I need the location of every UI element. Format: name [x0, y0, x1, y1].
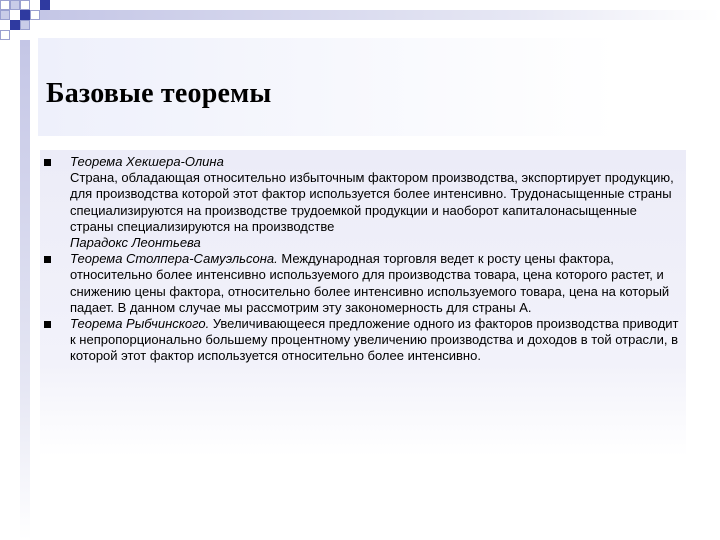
decor-square	[0, 10, 10, 20]
decor-square	[20, 20, 30, 30]
bullet-square-icon	[44, 159, 51, 166]
slide-title: Базовые теоремы	[46, 78, 272, 109]
bullet-square-icon	[44, 321, 51, 328]
decor-square	[0, 0, 10, 10]
bullet-square-icon	[44, 256, 51, 263]
item-body: Международная торговля ведет к росту цены фактора, относительно более интенсивно используемого для производства товара, цена которого растет, и снижению цены фактора, относительно более интенсивно используемого товара, цена на который падает. В данном случае мы рассмотрим эту закономерность для страны А.	[70, 251, 670, 315]
item-body: Страна, обладающая относительно избыточным фактором производства, экспортирует продукцию, для производства которой этот фактор используется более интенсивно. Трудонасыщенные страны специализируются на производстве трудоемкой продукции и наоборот капиталонасыщенные страны специализируются на производстве	[70, 170, 674, 234]
corner-decoration	[0, 0, 60, 40]
list-item	[40, 316, 686, 365]
item-heading: Теорема Хекшера-Олина	[70, 154, 224, 169]
decor-square	[10, 20, 20, 30]
decor-square	[10, 0, 20, 10]
decor-square	[20, 10, 30, 20]
list-item	[40, 251, 686, 316]
item-body: Увеличивающееся предложение одного из факторов производства приводит к непропорционально большему процентному увеличению производства и доходов в той отрасли, в которой этот фактор используется относительно более интенсивно.	[70, 316, 679, 364]
decor-square	[20, 0, 30, 10]
decor-square	[30, 10, 40, 20]
content-area	[40, 150, 686, 456]
left-decor-bar	[20, 40, 30, 540]
decor-square	[0, 30, 10, 40]
list-item	[40, 154, 686, 251]
item-heading: Теорема Рыбчинского.	[70, 316, 210, 332]
item-tail-heading: Парадокс Леонтьева	[70, 235, 201, 251]
decor-square	[40, 0, 50, 10]
top-decor-bar	[40, 10, 720, 20]
theorem-list	[40, 154, 686, 365]
item-heading: Теорема Столпера-Самуэльсона.	[70, 251, 278, 267]
